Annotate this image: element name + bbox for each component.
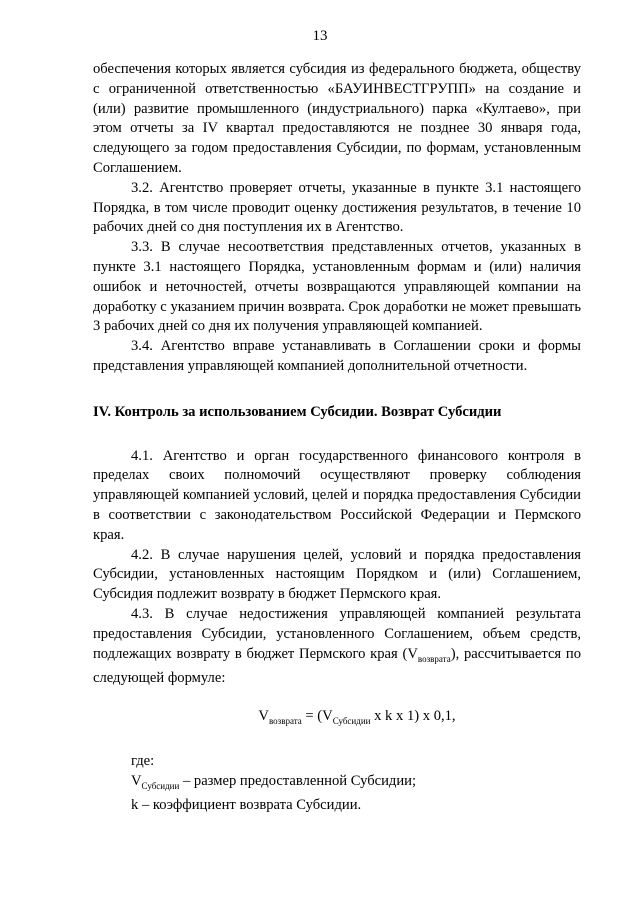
paragraph-4-3-start: 4.3. В случае недостижения управляющей компанией результата предоставления Субсидии, установленного Соглашением, объем средств, подлежащих возврату в бюджет Пермского края (V [93, 605, 581, 662]
paragraph-4-3 [93, 605, 581, 689]
definition-v-subsidy [93, 772, 581, 797]
formula [93, 707, 581, 732]
formula-tail: x k x 1) x 0,1, [370, 708, 456, 725]
section-heading: IV. Контроль за использованием Субсидии. Возврат Субсидии [93, 403, 502, 420]
definition-k: k – коэффициент возврата Субсидии. [131, 797, 362, 814]
formula-v1: V [258, 708, 269, 725]
document-body [93, 60, 581, 816]
paragraph-4-3-end: ), рассчитывается по следующей формуле: [93, 645, 581, 687]
page-number: 13 [312, 28, 328, 44]
paragraph-4-1: 4.1. Агентство и орган государственного финансового контроля в пределах своих полномочий осуществляют проверку соблюдения управляющей компанией условий, целей и порядка предоставления Субсидии в соответствии с законодательством Российской Федерации и Пермского края. [93, 447, 581, 543]
definition-v: V [131, 772, 142, 789]
paragraph-4-2: 4.2. В случае нарушения целей, условий и порядка предоставления Субсидии, установленных настоящим Порядком и (или) Соглашением, Субсидия подлежит возврату в бюджет Пермского края. [93, 546, 581, 603]
paragraph-3-2: 3.2. Агентство проверяет отчеты, указанные в пункте 3.1 настоящего Порядка, в том числе проводит оценку достижения результатов, в течение 10 рабочих дней со дня поступления их в Агентство. [93, 179, 581, 236]
definition-v-text: – размер предоставленной Субсидии; [179, 772, 417, 789]
paragraph-3-3: 3.3. В случае несоответствия представленных отчетов, указанных в пункте 3.1 настоящего Порядка, установленным формам и (или) наличия ошибок и неточностей, отчеты возвращаются управляющей компании на доработку с указанием причин возврата. Срок доработки не может превышать 3 рабочих дней со дня их получения управляющей компанией. [93, 239, 581, 335]
definition-v-sub: Субсидии [141, 780, 180, 791]
where-label: где: [131, 752, 155, 769]
paragraph-4-3-subscript: возврата [417, 653, 451, 664]
formula-mid: = (V [301, 708, 333, 725]
formula-sub1: возврата [268, 715, 302, 726]
paragraph-3-4: 3.4. Агентство вправе устанавливать в Соглашении сроки и формы представления управляющей компанией дополнительной отчетности. [93, 338, 581, 374]
paragraph-continuation: обеспечения которых является субсидия из федерального бюджета, обществу с ограниченной ответственностью «БАУИНВЕСТГРУПП» на создание и (или) развитие промышленного (индустриального) парка «Култаево», при этом отчеты за IV квартал предоставляются не позднее 30 января года, следующего за годом предоставления Субсидии, по формам, установленным Соглашением. [93, 61, 581, 176]
formula-sub2: Субсидии [332, 715, 371, 726]
